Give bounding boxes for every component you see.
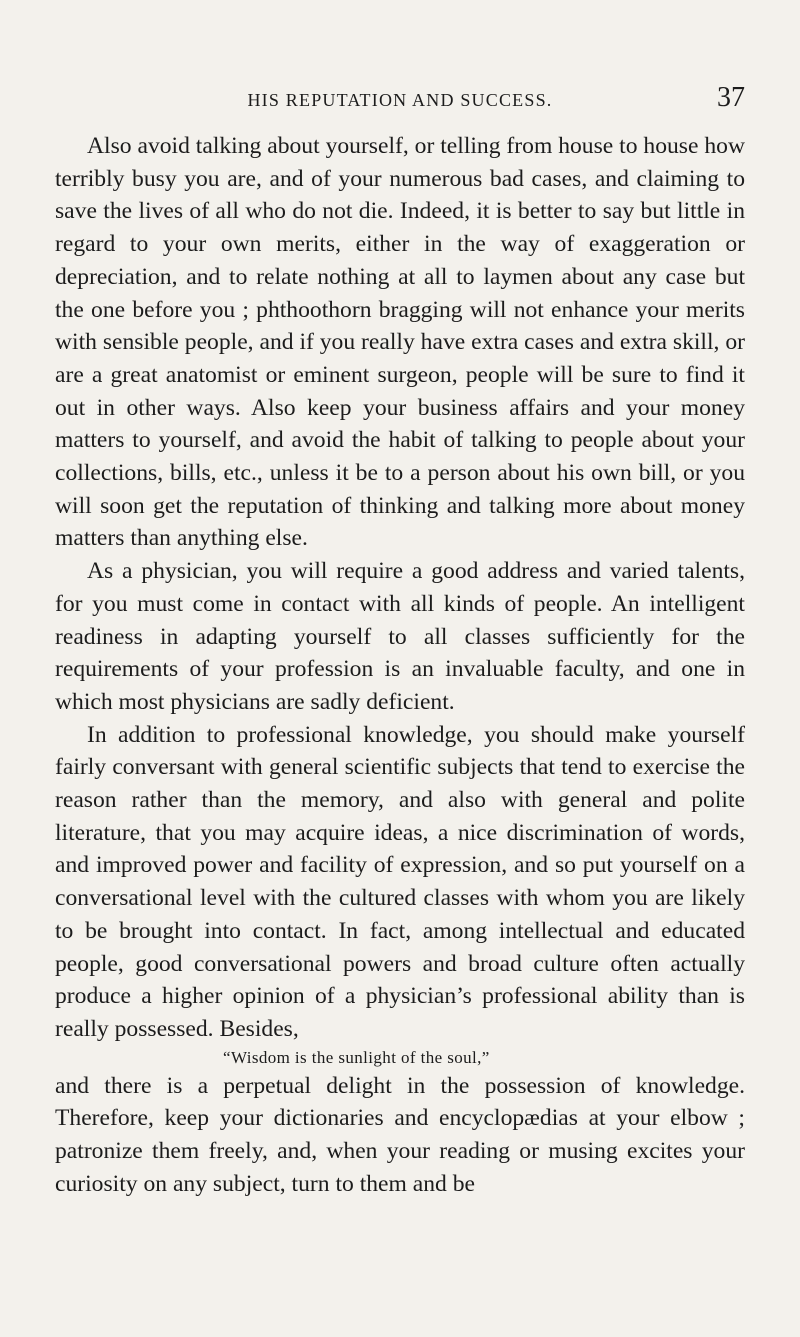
page-number: 37 <box>717 82 745 113</box>
paragraph-2: As a physician, you will require a good address and varied talents, for you must come in contact with all kinds of people. An intelligent readiness in adapting yourself to all classes sufficiently for the requirements of your profession is an invaluable faculty, and one in which most physicians are sadly deficient. <box>55 558 745 715</box>
quotation: “Wisdom is the sunlight of the soul,” <box>223 1047 490 1067</box>
paragraph-4: and there is a perpetual delight in the possession of knowledge. Therefore, keep your dictionaries and encyclopædias at your elbow ; patronize them freely, and, when your reading or musing excites your curiosity on any subject, turn to them and be <box>55 1072 745 1197</box>
running-head <box>55 82 745 116</box>
running-title: HIS REPUTATION AND SUCCESS. <box>247 90 553 110</box>
paragraph-3: In addition to professional knowledge, you should make yourself fairly conversant with general scientific subjects that tend to exercise the reason rather than the memory, and also with general and polite literature, that you may acquire ideas, a nice discrimination of words, and improved power and facility of expression, and so put yourself on a conversational level with the cultured classes with whom you are likely to be brought into contact. In fact, among intellectual and educated people, good conversational powers and broad culture often actually produce a higher opinion of a physician’s professional ability than is really possessed. Besides, <box>55 721 745 1042</box>
body-text <box>55 130 745 1201</box>
paragraph-1: Also avoid talking about yourself, or telling from house to house how terribly busy you are, and of your numerous bad cases, and claiming to save the lives of all who do not die. Indeed, it is better to say but little in regard to your own merits, either in the way of exaggeration or depreciation, and to relate nothing at all to laymen about any case but the one before you ; phthoothorn bragging will not enhance your merits with sensible people, and if you really have extra cases and extra skill, or are a great anatomist or eminent surgeon, people will be sure to find it out in other ways. Also keep your business affairs and your money matters to yourself, and avoid the habit of talking to people about your collections, bills, etc., unless it be to a person about his own bill, or you will soon get the reputation of thinking and talking more about money matters than anything else. <box>55 133 745 552</box>
